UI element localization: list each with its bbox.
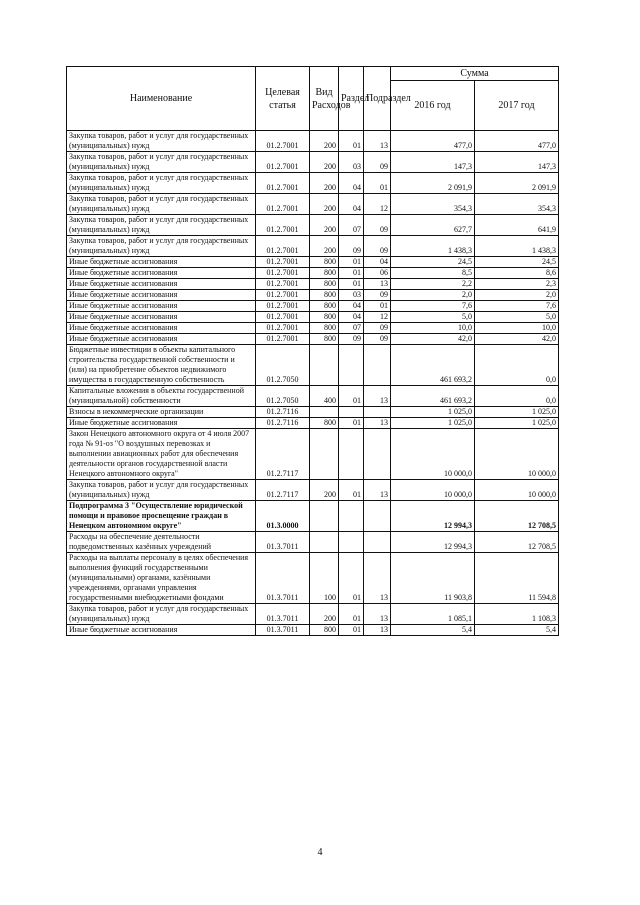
cell-expense-type: 800 bbox=[310, 418, 339, 429]
cell-subsection bbox=[364, 345, 391, 386]
cell-section: 03 bbox=[339, 152, 364, 173]
cell-amount-2016: 1 438,3 bbox=[391, 236, 475, 257]
cell-amount-2016: 8,5 bbox=[391, 268, 475, 279]
table-row bbox=[67, 345, 559, 386]
cell-subsection: 12 bbox=[364, 312, 391, 323]
cell-subsection: 09 bbox=[364, 323, 391, 334]
cell-section: 04 bbox=[339, 173, 364, 194]
cell-target-article: 01.2.7001 bbox=[256, 131, 310, 152]
cell-expense-type: 200 bbox=[310, 173, 339, 194]
cell-target-article: 01.2.7050 bbox=[256, 386, 310, 407]
page-number: 4 bbox=[317, 847, 323, 858]
cell-name: Закупка товаров, работ и услуг для государственных (муниципальных) нужд bbox=[67, 152, 256, 173]
cell-expense-type: 800 bbox=[310, 279, 339, 290]
cell-amount-2017: 147,3 bbox=[475, 152, 559, 173]
cell-name: Бюджетные инвестиции в объекты капитального строительства государственной собственности и (или) на приобретение объектов недвижимого имущества в государственную собственность bbox=[67, 345, 256, 386]
cell-expense-type: 200 bbox=[310, 152, 339, 173]
cell-section: 01 bbox=[339, 604, 364, 625]
cell-amount-2017: 2,3 bbox=[475, 279, 559, 290]
cell-name: Закупка товаров, работ и услуг для государственных (муниципальных) нужд bbox=[67, 215, 256, 236]
cell-expense-type bbox=[310, 345, 339, 386]
cell-section: 07 bbox=[339, 215, 364, 236]
cell-target-article: 01.2.7117 bbox=[256, 429, 310, 480]
cell-amount-2016: 5,0 bbox=[391, 312, 475, 323]
table-row bbox=[67, 323, 559, 334]
table-row bbox=[67, 429, 559, 480]
cell-target-article: 01.2.7001 bbox=[256, 323, 310, 334]
cell-name: Иные бюджетные ассигнования bbox=[67, 279, 256, 290]
cell-expense-type: 800 bbox=[310, 268, 339, 279]
cell-target-article: 01.3.7011 bbox=[256, 604, 310, 625]
cell-expense-type: 200 bbox=[310, 604, 339, 625]
cell-section bbox=[339, 345, 364, 386]
cell-expense-type: 400 bbox=[310, 386, 339, 407]
cell-amount-2016: 2 091,9 bbox=[391, 173, 475, 194]
cell-target-article: 01.3.0000 bbox=[256, 501, 310, 532]
cell-name: Иные бюджетные ассигнования bbox=[67, 418, 256, 429]
cell-amount-2017: 0,0 bbox=[475, 386, 559, 407]
cell-name: Иные бюджетные ассигнования bbox=[67, 257, 256, 268]
table-row bbox=[67, 553, 559, 604]
cell-name: Закупка товаров, работ и услуг для государственных (муниципальных) нужд bbox=[67, 173, 256, 194]
cell-name: Иные бюджетные ассигнования bbox=[67, 334, 256, 345]
table-row bbox=[67, 532, 559, 553]
cell-subsection: 13 bbox=[364, 553, 391, 604]
cell-expense-type: 800 bbox=[310, 312, 339, 323]
header-year-2017: 2017 год bbox=[475, 81, 559, 131]
cell-target-article: 01.2.7001 bbox=[256, 334, 310, 345]
cell-expense-type: 200 bbox=[310, 215, 339, 236]
cell-amount-2017: 7,6 bbox=[475, 301, 559, 312]
cell-target-article: 01.3.7011 bbox=[256, 532, 310, 553]
cell-amount-2017: 0,0 bbox=[475, 345, 559, 386]
cell-amount-2017: 1 025,0 bbox=[475, 407, 559, 418]
cell-name: Закон Ненецкого автономного округа от 4 июля 2007 года № 91-оз "О воздушных перевозках и выполнении авиационных работ для обеспечения деятельности органов государственной власти Ненецкого автономного округа" bbox=[67, 429, 256, 480]
cell-amount-2017: 1 108,3 bbox=[475, 604, 559, 625]
cell-target-article: 01.2.7001 bbox=[256, 152, 310, 173]
cell-amount-2016: 10 000,0 bbox=[391, 429, 475, 480]
cell-amount-2016: 42,0 bbox=[391, 334, 475, 345]
table-row bbox=[67, 290, 559, 301]
cell-amount-2017: 42,0 bbox=[475, 334, 559, 345]
table-row bbox=[67, 604, 559, 625]
cell-subsection: 01 bbox=[364, 301, 391, 312]
budget-table bbox=[66, 66, 559, 636]
cell-expense-type: 200 bbox=[310, 480, 339, 501]
cell-subsection bbox=[364, 501, 391, 532]
cell-amount-2017: 10 000,0 bbox=[475, 429, 559, 480]
cell-section: 03 bbox=[339, 290, 364, 301]
cell-amount-2016: 627,7 bbox=[391, 215, 475, 236]
table-row bbox=[67, 301, 559, 312]
cell-section: 01 bbox=[339, 279, 364, 290]
cell-name: Иные бюджетные ассигнования bbox=[67, 312, 256, 323]
cell-section bbox=[339, 501, 364, 532]
table-row bbox=[67, 152, 559, 173]
cell-target-article: 01.2.7117 bbox=[256, 480, 310, 501]
cell-subsection: 13 bbox=[364, 386, 391, 407]
table-row bbox=[67, 501, 559, 532]
cell-amount-2016: 354,3 bbox=[391, 194, 475, 215]
cell-amount-2017: 2,0 bbox=[475, 290, 559, 301]
cell-target-article: 01.2.7001 bbox=[256, 236, 310, 257]
cell-amount-2016: 147,3 bbox=[391, 152, 475, 173]
cell-amount-2016: 461 693,2 bbox=[391, 386, 475, 407]
cell-expense-type bbox=[310, 407, 339, 418]
cell-amount-2017: 10,0 bbox=[475, 323, 559, 334]
table-row bbox=[67, 215, 559, 236]
cell-amount-2017: 1 438,3 bbox=[475, 236, 559, 257]
cell-name: Иные бюджетные ассигнования bbox=[67, 625, 256, 636]
cell-amount-2016: 2,0 bbox=[391, 290, 475, 301]
cell-expense-type: 800 bbox=[310, 334, 339, 345]
cell-amount-2017: 24,5 bbox=[475, 257, 559, 268]
cell-amount-2017: 641,9 bbox=[475, 215, 559, 236]
cell-name: Взносы в некоммерческие организации bbox=[67, 407, 256, 418]
cell-section: 09 bbox=[339, 236, 364, 257]
cell-subsection: 01 bbox=[364, 173, 391, 194]
header-target-article: Целевая статья bbox=[256, 67, 310, 131]
cell-section: 01 bbox=[339, 418, 364, 429]
cell-expense-type: 800 bbox=[310, 257, 339, 268]
cell-amount-2017: 11 594,8 bbox=[475, 553, 559, 604]
cell-section: 01 bbox=[339, 268, 364, 279]
cell-name: Иные бюджетные ассигнования bbox=[67, 268, 256, 279]
cell-section: 01 bbox=[339, 480, 364, 501]
table-row bbox=[67, 480, 559, 501]
cell-amount-2016: 10 000,0 bbox=[391, 480, 475, 501]
cell-amount-2016: 7,6 bbox=[391, 301, 475, 312]
cell-subsection: 09 bbox=[364, 236, 391, 257]
cell-amount-2017: 10 000,0 bbox=[475, 480, 559, 501]
cell-target-article: 01.2.7116 bbox=[256, 407, 310, 418]
cell-expense-type bbox=[310, 501, 339, 532]
cell-subsection: 04 bbox=[364, 257, 391, 268]
cell-subsection: 13 bbox=[364, 279, 391, 290]
cell-name: Закупка товаров, работ и услуг для государственных (муниципальных) нужд bbox=[67, 604, 256, 625]
cell-target-article: 01.2.7001 bbox=[256, 173, 310, 194]
cell-section: 01 bbox=[339, 131, 364, 152]
table-body bbox=[67, 131, 559, 636]
cell-amount-2016: 12 994,3 bbox=[391, 532, 475, 553]
header-year-2016: 2016 год bbox=[391, 81, 475, 131]
cell-section bbox=[339, 407, 364, 418]
cell-subsection: 09 bbox=[364, 152, 391, 173]
cell-expense-type bbox=[310, 532, 339, 553]
cell-target-article: 01.2.7001 bbox=[256, 279, 310, 290]
cell-target-article: 01.2.7001 bbox=[256, 312, 310, 323]
table-header bbox=[67, 67, 559, 131]
table-row bbox=[67, 194, 559, 215]
table-row bbox=[67, 279, 559, 290]
cell-target-article: 01.3.7011 bbox=[256, 625, 310, 636]
table-row bbox=[67, 257, 559, 268]
cell-subsection: 13 bbox=[364, 418, 391, 429]
cell-amount-2016: 11 903,8 bbox=[391, 553, 475, 604]
cell-target-article: 01.2.7001 bbox=[256, 290, 310, 301]
cell-subsection: 12 bbox=[364, 194, 391, 215]
table-row bbox=[67, 407, 559, 418]
cell-amount-2017: 2 091,9 bbox=[475, 173, 559, 194]
cell-amount-2016: 1 025,0 bbox=[391, 407, 475, 418]
cell-subsection: 09 bbox=[364, 334, 391, 345]
cell-amount-2016: 24,5 bbox=[391, 257, 475, 268]
cell-amount-2017: 12 708,5 bbox=[475, 532, 559, 553]
cell-name: Подпрограмма 3 "Осуществление юридической помощи и правовое просвещение граждан в Ненецком автономном округе" bbox=[67, 501, 256, 532]
cell-subsection bbox=[364, 407, 391, 418]
header-expense-type: Вид Расходов bbox=[310, 67, 339, 131]
cell-section: 04 bbox=[339, 194, 364, 215]
cell-name: Иные бюджетные ассигнования bbox=[67, 323, 256, 334]
cell-subsection bbox=[364, 429, 391, 480]
cell-subsection: 13 bbox=[364, 604, 391, 625]
cell-section: 04 bbox=[339, 312, 364, 323]
cell-section: 01 bbox=[339, 257, 364, 268]
cell-expense-type: 800 bbox=[310, 323, 339, 334]
cell-name: Закупка товаров, работ и услуг для государственных (муниципальных) нужд bbox=[67, 480, 256, 501]
cell-amount-2017: 12 708,5 bbox=[475, 501, 559, 532]
cell-amount-2017: 354,3 bbox=[475, 194, 559, 215]
cell-target-article: 01.2.7001 bbox=[256, 268, 310, 279]
cell-name: Капитальные вложения в объекты государственной (муниципальной) собственности bbox=[67, 386, 256, 407]
table-row bbox=[67, 386, 559, 407]
cell-amount-2016: 12 994,3 bbox=[391, 501, 475, 532]
table-row bbox=[67, 418, 559, 429]
cell-subsection: 09 bbox=[364, 215, 391, 236]
cell-expense-type: 200 bbox=[310, 194, 339, 215]
table-row bbox=[67, 334, 559, 345]
cell-name: Закупка товаров, работ и услуг для государственных (муниципальных) нужд bbox=[67, 131, 256, 152]
cell-name: Закупка товаров, работ и услуг для государственных (муниципальных) нужд bbox=[67, 236, 256, 257]
cell-expense-type: 800 bbox=[310, 625, 339, 636]
cell-expense-type: 800 bbox=[310, 290, 339, 301]
cell-amount-2016: 1 085,1 bbox=[391, 604, 475, 625]
table-row bbox=[67, 236, 559, 257]
cell-amount-2017: 1 025,0 bbox=[475, 418, 559, 429]
cell-section: 09 bbox=[339, 334, 364, 345]
cell-target-article: 01.2.7001 bbox=[256, 301, 310, 312]
table-row bbox=[67, 268, 559, 279]
cell-amount-2016: 5,4 bbox=[391, 625, 475, 636]
cell-target-article: 01.2.7001 bbox=[256, 215, 310, 236]
cell-expense-type: 200 bbox=[310, 131, 339, 152]
table-row bbox=[67, 173, 559, 194]
cell-name: Расходы на обеспечение деятельности подведомственных казённых учреждений bbox=[67, 532, 256, 553]
header-section: Раздел bbox=[339, 67, 364, 131]
cell-amount-2016: 10,0 bbox=[391, 323, 475, 334]
cell-subsection: 13 bbox=[364, 480, 391, 501]
cell-amount-2017: 477,0 bbox=[475, 131, 559, 152]
cell-section bbox=[339, 532, 364, 553]
cell-name: Расходы на выплаты персоналу в целях обеспечения выполнения функций государственными (муниципальными) органами, казёнными учреждениями, органами управления государственными внебюджетными фондами bbox=[67, 553, 256, 604]
cell-expense-type: 800 bbox=[310, 301, 339, 312]
cell-expense-type: 100 bbox=[310, 553, 339, 604]
cell-name: Иные бюджетные ассигнования bbox=[67, 290, 256, 301]
cell-target-article: 01.2.7050 bbox=[256, 345, 310, 386]
cell-amount-2016: 477,0 bbox=[391, 131, 475, 152]
cell-target-article: 01.3.7011 bbox=[256, 553, 310, 604]
cell-amount-2016: 461 693,2 bbox=[391, 345, 475, 386]
cell-subsection: 13 bbox=[364, 625, 391, 636]
cell-subsection: 09 bbox=[364, 290, 391, 301]
table-row bbox=[67, 131, 559, 152]
cell-target-article: 01.2.7001 bbox=[256, 257, 310, 268]
header-name: Наименование bbox=[67, 67, 256, 131]
cell-amount-2017: 5,4 bbox=[475, 625, 559, 636]
header-sum: Сумма bbox=[391, 67, 559, 81]
cell-amount-2017: 5,0 bbox=[475, 312, 559, 323]
cell-section: 07 bbox=[339, 323, 364, 334]
cell-amount-2016: 1 025,0 bbox=[391, 418, 475, 429]
cell-subsection: 13 bbox=[364, 131, 391, 152]
cell-subsection bbox=[364, 532, 391, 553]
cell-name: Иные бюджетные ассигнования bbox=[67, 301, 256, 312]
cell-expense-type: 200 bbox=[310, 236, 339, 257]
table-row bbox=[67, 312, 559, 323]
cell-amount-2017: 8,6 bbox=[475, 268, 559, 279]
cell-section: 04 bbox=[339, 301, 364, 312]
cell-section: 01 bbox=[339, 625, 364, 636]
header-subsection: Подраздел bbox=[364, 67, 391, 131]
table-row bbox=[67, 625, 559, 636]
cell-amount-2016: 2,2 bbox=[391, 279, 475, 290]
cell-section: 01 bbox=[339, 553, 364, 604]
cell-target-article: 01.2.7001 bbox=[256, 194, 310, 215]
cell-expense-type bbox=[310, 429, 339, 480]
cell-name: Закупка товаров, работ и услуг для государственных (муниципальных) нужд bbox=[67, 194, 256, 215]
cell-section: 01 bbox=[339, 386, 364, 407]
cell-subsection: 06 bbox=[364, 268, 391, 279]
cell-target-article: 01.2.7116 bbox=[256, 418, 310, 429]
cell-section bbox=[339, 429, 364, 480]
